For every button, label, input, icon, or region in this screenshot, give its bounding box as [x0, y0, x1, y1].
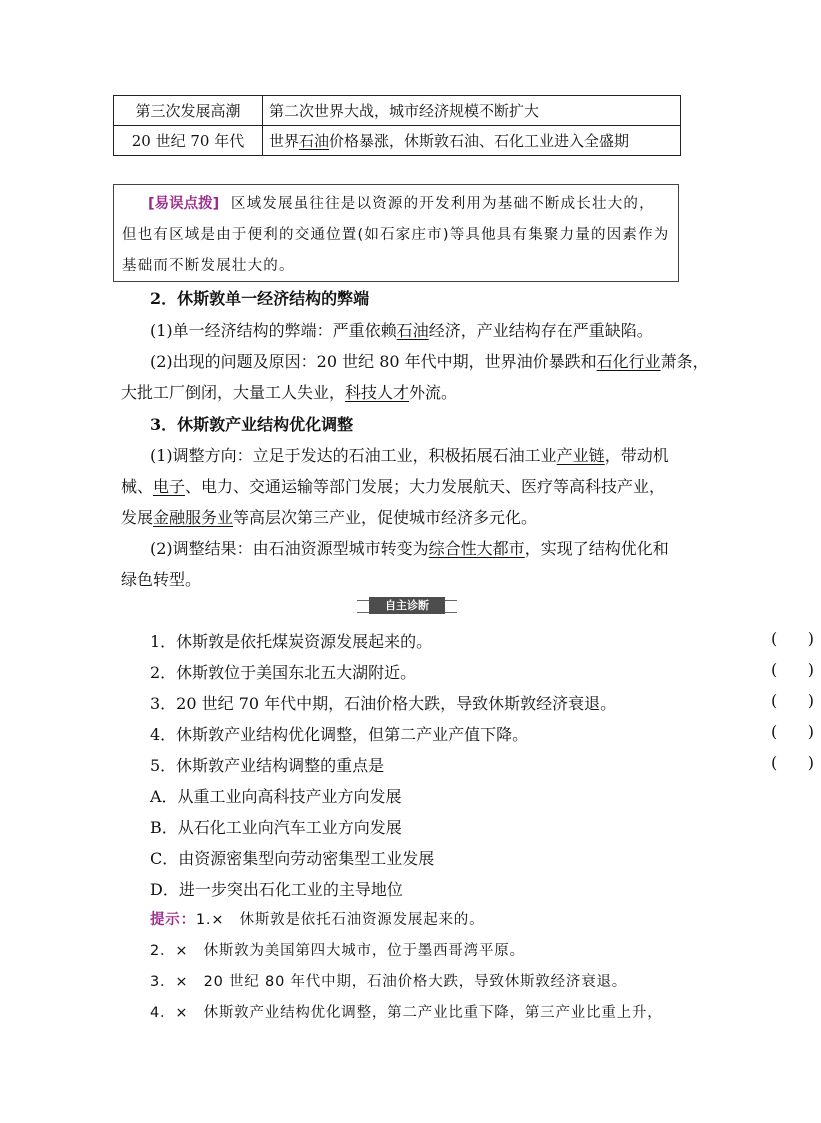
section-3-title: 3．休斯敦产业结构优化调整 — [150, 415, 354, 434]
table-row — [114, 126, 681, 156]
underlined-keyword: 产业链 — [556, 446, 605, 465]
development-timeline-table — [113, 95, 681, 156]
question-text: 2．休斯敦位于美国东北五大湖附近。 — [150, 663, 417, 682]
text: 萧条， — [660, 352, 709, 371]
answer-bracket: ( ) — [771, 629, 814, 648]
answer-bracket: ( ) — [771, 722, 814, 741]
option-b: B．从石化工业向汽车工业方向发展 — [150, 818, 402, 837]
answer-line — [150, 908, 680, 929]
event-text: 世界 — [269, 132, 300, 150]
paragraph — [150, 318, 680, 341]
text: ，带动机 — [604, 446, 669, 465]
answer-text: 1.× 休斯敦是依托石油资源发展起来的。 — [195, 912, 485, 928]
question-item — [150, 660, 814, 683]
option-a: A．从重工业向高科技产业方向发展 — [150, 787, 402, 806]
self-diagnosis-banner — [357, 597, 457, 614]
underlined-keyword: 电子 — [153, 477, 186, 496]
question-item — [150, 722, 814, 745]
paragraph — [150, 536, 680, 559]
text: (1)单一经济结构的弊端：严重依赖 — [150, 321, 397, 340]
text: 大批工厂倒闭，大量工人失业， — [121, 383, 346, 402]
question-item — [150, 753, 814, 776]
answer-bracket: ( ) — [771, 753, 814, 772]
underlined-keyword: 石油 — [299, 132, 330, 150]
text: 等高层次第三产业，促使城市经济多元化。 — [233, 508, 538, 527]
question-item — [150, 629, 814, 652]
table-cell-period: 第三次发展高潮 — [114, 96, 263, 126]
paragraph — [150, 443, 680, 466]
text: 、电力、交通运输等部门发展；大力发展航天、医疗等高科技产业， — [185, 477, 666, 496]
paragraph — [150, 349, 709, 372]
text: 经济，产业结构存在严重缺陷。 — [428, 321, 653, 340]
answer-line: 4．× 休斯敦产业结构优化调整，第二产业比重下降，第三产业比重上升， — [150, 1005, 663, 1021]
question-text: 4．休斯敦产业结构优化调整，但第二产业产值下降。 — [150, 725, 529, 744]
error-tip-box — [113, 184, 679, 282]
paragraph-continuation — [121, 474, 681, 497]
underlined-keyword: 科技人才 — [345, 383, 410, 402]
paragraph-continuation — [121, 380, 681, 403]
text: 外流。 — [409, 383, 458, 402]
option-c: C．由资源密集型向劳动密集型工业发展 — [150, 849, 435, 868]
question-text: 1．休斯敦是依托煤炭资源发展起来的。 — [150, 632, 433, 651]
text: (2)出现的问题及原因：20 世纪 80 年代中期，世界油价暴跌和 — [150, 352, 597, 371]
error-tip-text: 区域发展虽往往是以资源的开发利用为基础不断成长壮大的，但也有区域是由于便利的交通位置(如石家庄市)等具他具有集聚力量的因素作为基础而不断发展壮大的。 — [122, 196, 670, 274]
option-d: D．进一步突出石化工业的主导地位 — [150, 880, 403, 899]
answer-bracket: ( ) — [771, 691, 814, 710]
underlined-keyword: 石化行业 — [596, 352, 661, 371]
text: (1)调整方向：立足于发达的石油工业，积极拓展石油工业 — [150, 446, 557, 465]
table-cell-period: 20 世纪 70 年代 — [114, 126, 263, 156]
underlined-keyword: 金融服务业 — [153, 508, 234, 527]
text: 发展 — [121, 508, 154, 527]
question-text: 5．休斯敦产业结构调整的重点是 — [150, 756, 385, 775]
table-cell-event: 第二次世界大战，城市经济规模不断扩大 — [263, 96, 681, 126]
answer-line: 2．× 休斯敦为美国第四大城市，位于墨西哥湾平原。 — [150, 943, 525, 959]
hint-label: 提示： — [150, 912, 196, 928]
section-2-title: 2．休斯敦单一经济结构的弊端 — [150, 289, 370, 308]
paragraph-continuation: 绿色转型。 — [121, 570, 202, 589]
underlined-keyword: 石油 — [396, 321, 429, 340]
banner-label: 自主诊断 — [369, 597, 445, 614]
text: ，实现了结构优化和 — [524, 539, 669, 558]
answer-bracket: ( ) — [771, 660, 814, 679]
error-tip-tag: [易误点拨] — [148, 196, 220, 212]
table-row — [114, 96, 681, 126]
question-item — [150, 691, 814, 714]
text: 械、 — [121, 477, 154, 496]
text: (2)调整结果：由石油资源型城市转变为 — [150, 539, 429, 558]
event-text: 价格暴涨，休斯敦石油、石化工业进入全盛期 — [329, 132, 630, 150]
answer-line: 3．× 20 世纪 80 年代中期，石油价格大跌，导致休斯敦经济衰退。 — [150, 974, 628, 990]
question-text: 3．20 世纪 70 年代中期，石油价格大跌，导致休斯敦经济衰退。 — [150, 694, 617, 713]
table-cell-event — [263, 126, 681, 156]
paragraph-continuation — [121, 505, 681, 528]
underlined-keyword: 综合性大都市 — [428, 539, 525, 558]
